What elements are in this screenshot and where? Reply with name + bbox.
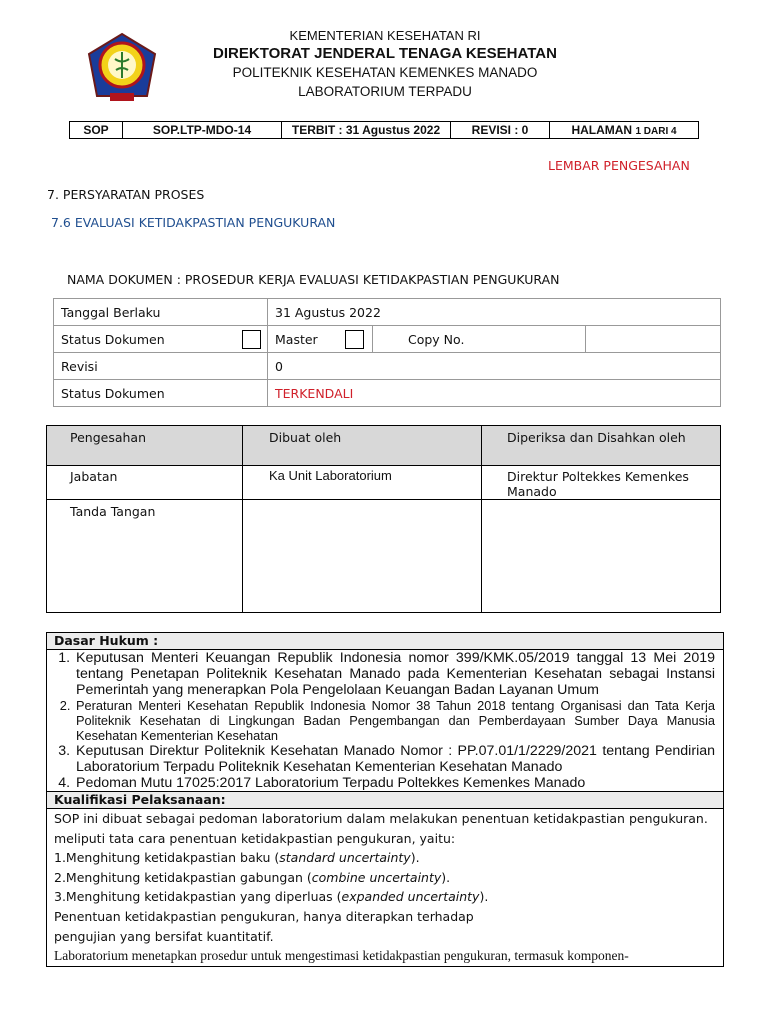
sop-label: SOP bbox=[70, 122, 123, 139]
ministry-line: KEMENTERIAN KESEHATAN RI bbox=[289, 28, 481, 43]
step-text: ). bbox=[479, 889, 489, 905]
kualifikasi-title: Kualifikasi Pelaksanaan: bbox=[47, 791, 723, 809]
dasar-hukum-item: 4. Pedoman Mutu 17025:2017 Laboratorium Terpadu Poltekkes Kemenkes Manado bbox=[74, 775, 715, 791]
kualifikasi-para: SOP ini dibuat sebagai pedoman laboratorium dalam melakukan penentuan ketidakpastian pengukuran. bbox=[54, 811, 708, 826]
master-label: Master bbox=[275, 331, 318, 347]
halaman-value: 1 DARI 4 bbox=[635, 126, 677, 137]
dibuat-signature bbox=[243, 500, 482, 613]
step-term: combine uncertainty bbox=[311, 869, 442, 885]
sop-info-bar bbox=[69, 121, 699, 139]
tanggal-label: Tanggal Berlaku bbox=[54, 299, 268, 326]
document-info-table bbox=[53, 298, 721, 407]
dasar-hukum-item: 3. Keputusan Direktur Politeknik Kesehatan Manado Nomor : PP.07.01/1/2229/2021 tentang Pendirian Laboratorium Terpadu Politeknik Kesehatan Kementerian Kesehatan Manado bbox=[74, 743, 715, 775]
polytechnic-line: POLITEKNIK KESEHATAN KEMENKES MANADO bbox=[232, 65, 538, 80]
sop-revisi: REVISI : 0 bbox=[451, 122, 550, 139]
dasar-hukum-item: 1. Keputusan Menteri Keuangan Republik Indonesia nomor 399/KMK.05/2019 tanggal 13 Mei 2019 tentang Penetapan Politeknik Kesehatan Manado pada Kementerian Kesehatan sebagai Instansi Pemerintah yang menerapkan Pola Pengelolaan Keuangan Badan Layanan Umum bbox=[74, 650, 715, 698]
pengesahan-header: Pengesahan bbox=[47, 426, 243, 466]
step-term: standard uncertainty bbox=[279, 850, 411, 866]
halaman-label: HALAMAN bbox=[571, 123, 633, 137]
institution-logo bbox=[85, 32, 159, 104]
document-name: NAMA DOKUMEN : PROSEDUR KERJA EVALUASI KETIDAKPASTIAN PENGUKURAN bbox=[67, 272, 560, 287]
step-text: 2.Menghitung ketidakpastian gabungan ( bbox=[54, 869, 312, 885]
kualifikasi-para: Laboratorium menetapkan prosedur untuk mengestimasi ketidakpastian pengukuran, termasuk komponen- bbox=[54, 948, 629, 964]
dasar-hukum-item: 2. Peraturan Menteri Kesehatan Republik Indonesia Nomor 38 Tahun 2018 tentang Organisasi dan Tata Kerja Politeknik Kesehatan di Lingkungan Badan Pengembangan dan Pemberdayaan Sumber Daya Manusia Kesehatan Kementerian Kesehatan bbox=[74, 698, 715, 743]
lembar-pengesahan-heading: LEMBAR PENGESAHAN bbox=[548, 158, 690, 173]
sop-terbit: TERBIT : 31 Agustus 2022 bbox=[282, 122, 451, 139]
step-text: ). bbox=[410, 850, 420, 866]
kualifikasi-body bbox=[47, 809, 723, 966]
kualifikasi-para: pengujian yang bersifat kuantitatif. bbox=[54, 928, 274, 944]
diperiksa-header: Diperiksa dan Disahkan oleh bbox=[482, 426, 721, 466]
revisi-value: 0 bbox=[268, 353, 721, 380]
status-label: Status Dokumen bbox=[61, 331, 165, 347]
dasar-hukum-title: Dasar Hukum : bbox=[47, 633, 723, 650]
laboratory-line: LABORATORIUM TERPADU bbox=[298, 84, 472, 99]
dibuat-header: Dibuat oleh bbox=[243, 426, 482, 466]
legal-basis-box bbox=[46, 632, 724, 967]
kualifikasi-step bbox=[54, 848, 716, 868]
kualifikasi-step bbox=[54, 868, 716, 888]
tanda-tangan-label: Tanda Tangan bbox=[47, 500, 243, 613]
kualifikasi-para: meliputi tata cara penentuan ketidakpastian pengukuran, yaitu: bbox=[54, 830, 456, 846]
subsection-heading: 7.6 EVALUASI KETIDAKPASTIAN PENGUKURAN bbox=[51, 215, 336, 230]
tanggal-value: 31 Agustus 2022 bbox=[268, 299, 721, 326]
kualifikasi-para: Penentuan ketidakpastian pengukuran, hanya diterapkan terhadap bbox=[54, 908, 474, 924]
jabatan-label: Jabatan bbox=[47, 466, 243, 500]
section-heading: 7. PERSYARATAN PROSES bbox=[47, 187, 205, 202]
master-checkbox[interactable] bbox=[345, 330, 364, 349]
step-text: ). bbox=[441, 869, 451, 885]
step-text: 1.Menghitung ketidakpastian baku ( bbox=[54, 850, 280, 866]
approval-table bbox=[46, 425, 721, 613]
status-checkbox[interactable] bbox=[242, 330, 261, 349]
revisi-label: Revisi bbox=[54, 353, 268, 380]
diperiksa-value: Direktur Poltekkes Kemenkes Manado bbox=[482, 466, 721, 500]
status2-label: Status Dokumen bbox=[54, 380, 268, 407]
status2-value: TERKENDALI bbox=[268, 380, 721, 407]
status-cell bbox=[54, 326, 268, 353]
kualifikasi-step bbox=[54, 887, 716, 907]
master-cell bbox=[268, 326, 373, 353]
copy-label: Copy No. bbox=[373, 326, 586, 353]
dibuat-value: Ka Unit Laboratorium bbox=[243, 466, 482, 500]
diperiksa-signature bbox=[482, 500, 721, 613]
copy-value bbox=[586, 326, 721, 353]
directorate-line: DIREKTORAT JENDERAL TENAGA KESEHATAN bbox=[213, 45, 557, 62]
sop-code: SOP.LTP-MDO-14 bbox=[123, 122, 282, 139]
step-term: expanded uncertainty bbox=[341, 889, 480, 905]
step-text: 3.Menghitung ketidakpastian yang diperluas ( bbox=[54, 889, 342, 905]
dasar-hukum-list bbox=[47, 650, 723, 791]
sop-halaman bbox=[550, 122, 699, 139]
